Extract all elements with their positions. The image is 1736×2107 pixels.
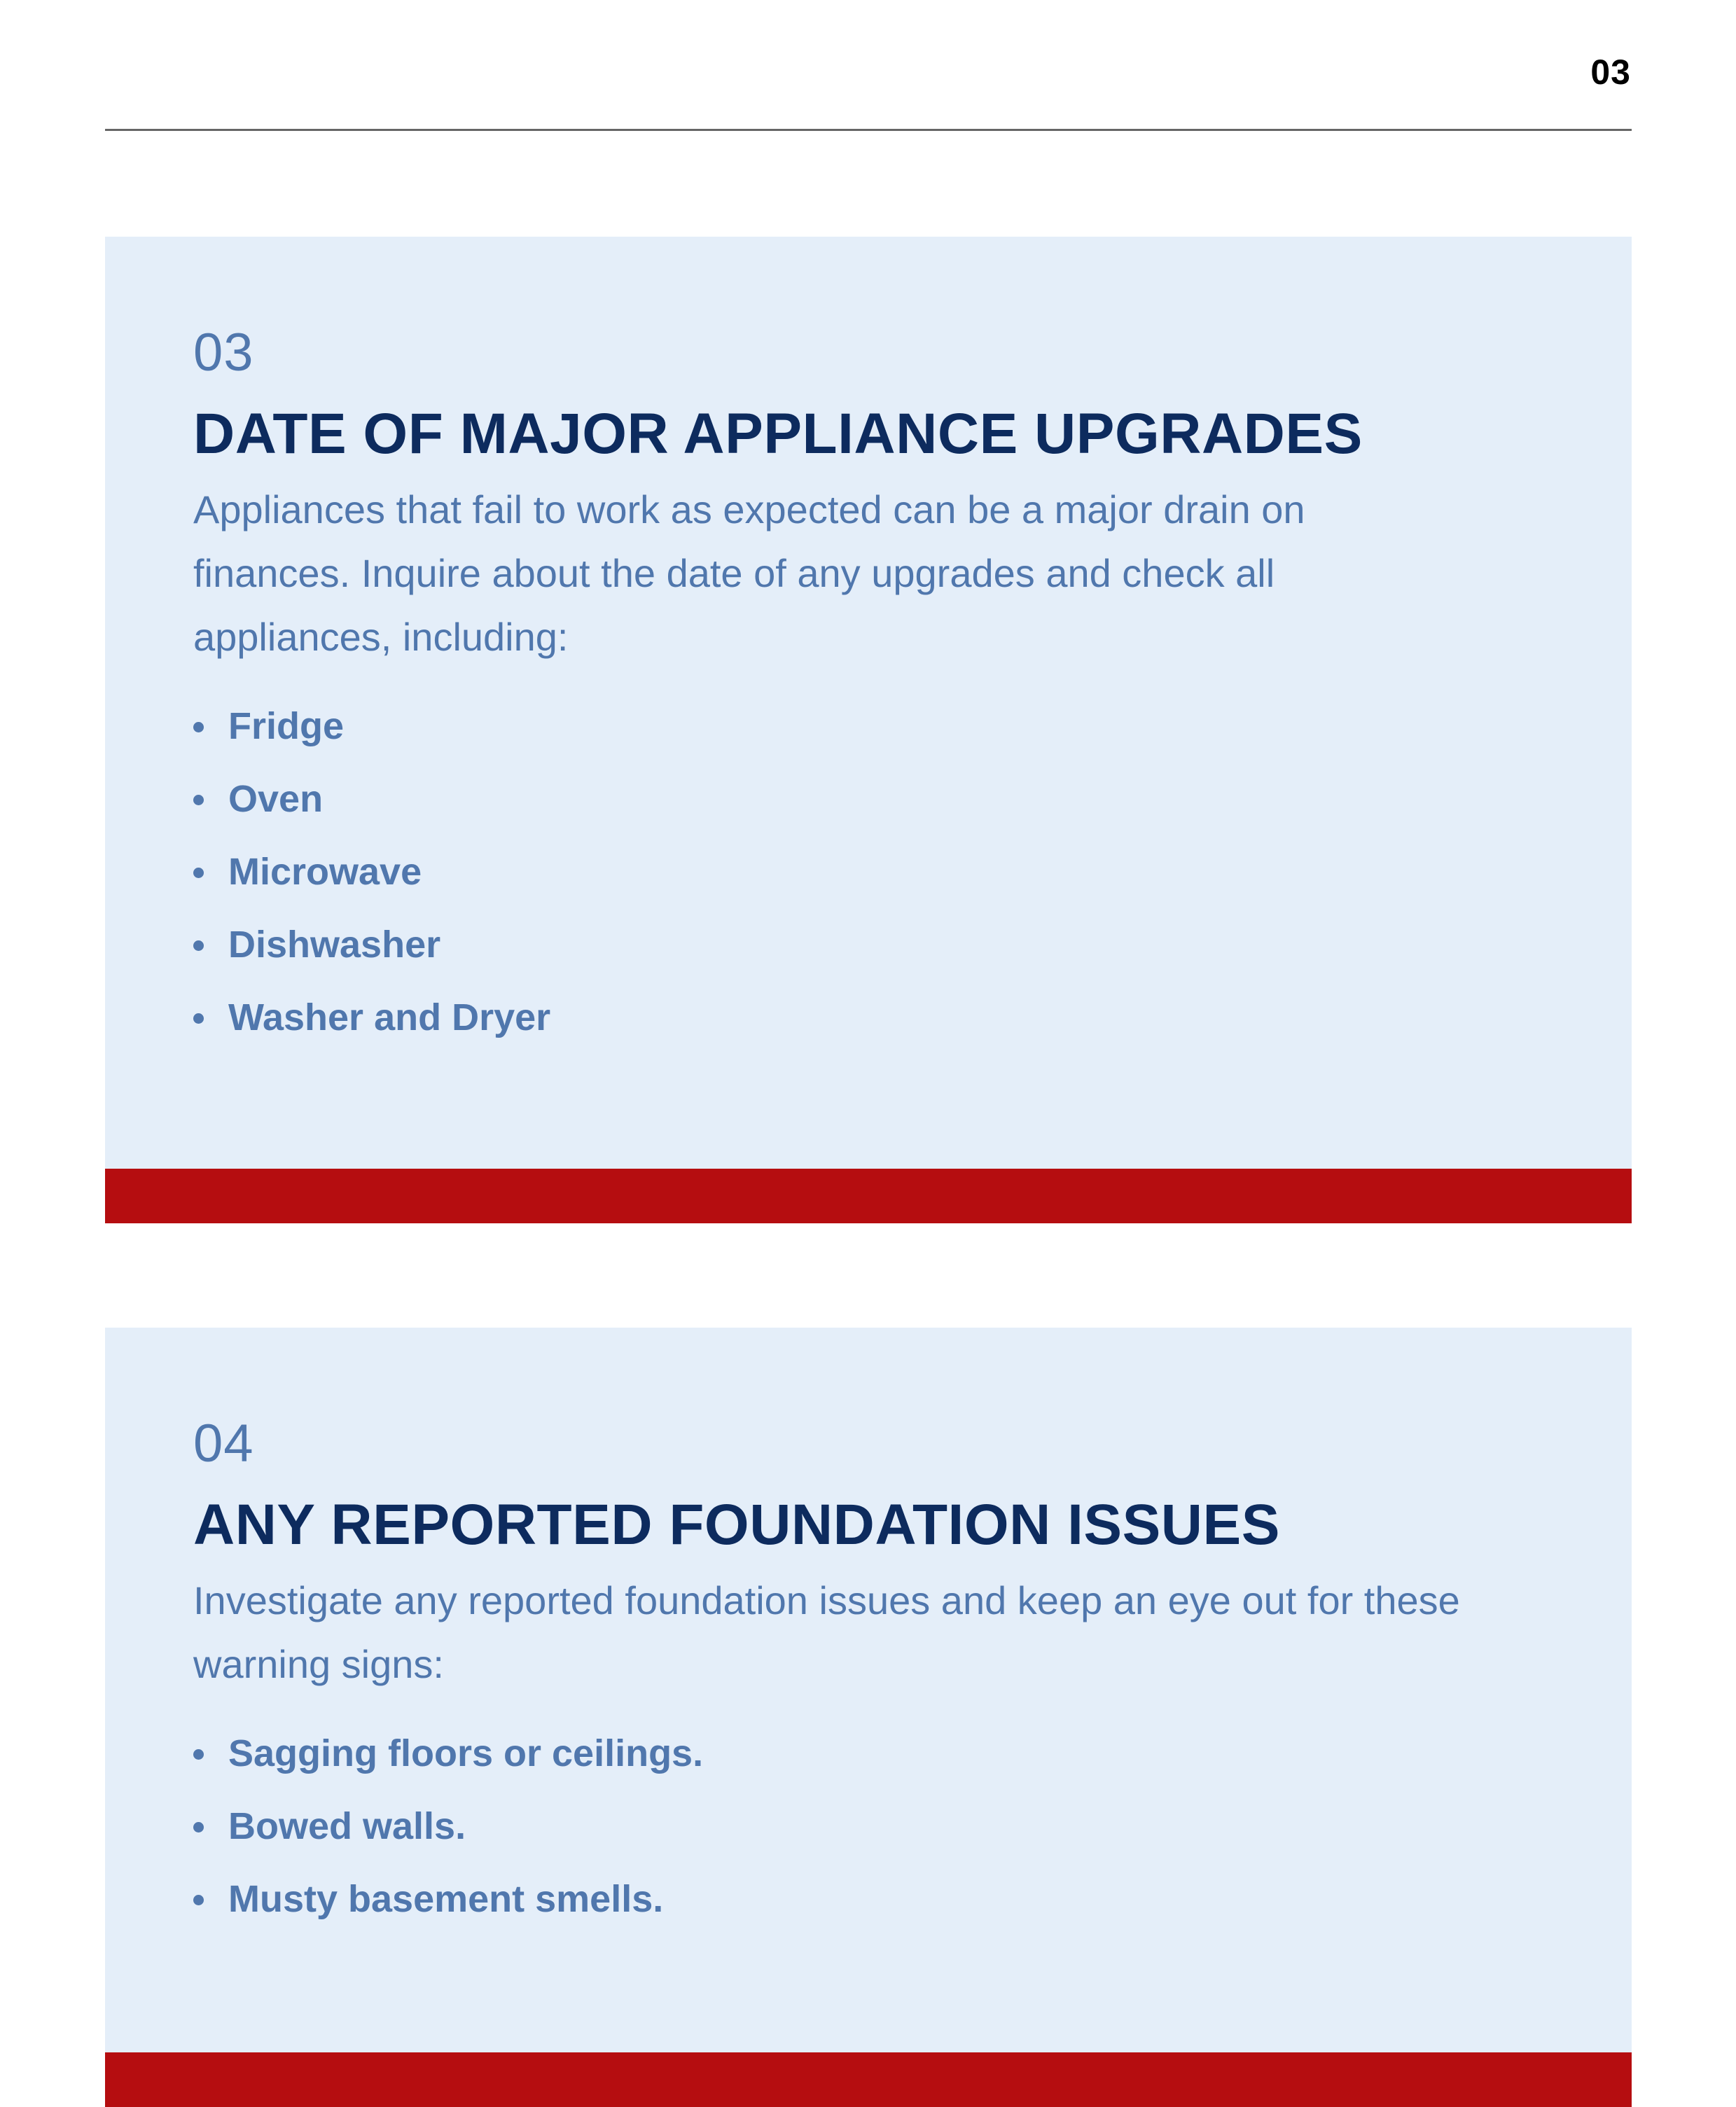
list-item-text: Dishwasher <box>228 924 441 966</box>
list-item-text: Sagging floors or ceilings. <box>228 1732 704 1774</box>
list-item <box>193 1790 1543 1863</box>
list-item-text: Bowed walls. <box>228 1805 466 1847</box>
section-content <box>193 322 1543 1054</box>
list-item <box>193 908 1543 981</box>
list-item-text: Oven <box>228 778 324 820</box>
bullet-icon <box>193 1013 204 1024</box>
bullet-icon <box>193 868 204 878</box>
section-content <box>193 1413 1543 1935</box>
section-card-foundation-issues <box>105 1328 1632 2107</box>
section-card-appliance-upgrades <box>105 237 1632 1223</box>
card-accent-bar <box>105 2052 1632 2107</box>
list-item <box>193 1717 1543 1790</box>
bullet-list <box>193 690 1543 1054</box>
bullet-icon <box>193 1749 204 1760</box>
bullet-list <box>193 1717 1543 1935</box>
list-item-text: Musty basement smells. <box>228 1878 664 1920</box>
section-number: 03 <box>193 323 254 382</box>
list-item-text: Fridge <box>228 705 345 747</box>
list-item <box>193 690 1543 763</box>
bullet-icon <box>193 940 204 951</box>
list-item <box>193 981 1543 1054</box>
list-item <box>193 835 1543 908</box>
header-divider <box>105 129 1632 131</box>
section-body: Investigate any reported foundation issues and keep an eye out for these warning signs: <box>193 1578 1460 1686</box>
list-item-text: Microwave <box>228 851 422 893</box>
list-item <box>193 1863 1543 1935</box>
bullet-icon <box>193 1822 204 1833</box>
section-number: 04 <box>193 1414 254 1473</box>
section-title: ANY REPORTED FOUNDATION ISSUES <box>193 1493 1280 1557</box>
list-item <box>193 763 1543 835</box>
bullet-icon <box>193 1895 204 1905</box>
list-item-text: Washer and Dryer <box>228 996 551 1038</box>
card-accent-bar <box>105 1169 1632 1223</box>
bullet-icon <box>193 722 204 732</box>
section-body: Appliances that fail to work as expected can be a major drain on finances. Inquire about the date of any upgrades and check all appliances, including: <box>193 487 1305 659</box>
section-title: DATE OF MAJOR APPLIANCE UPGRADES <box>193 402 1363 466</box>
page-number: 03 <box>1590 53 1631 92</box>
bullet-icon <box>193 795 204 805</box>
